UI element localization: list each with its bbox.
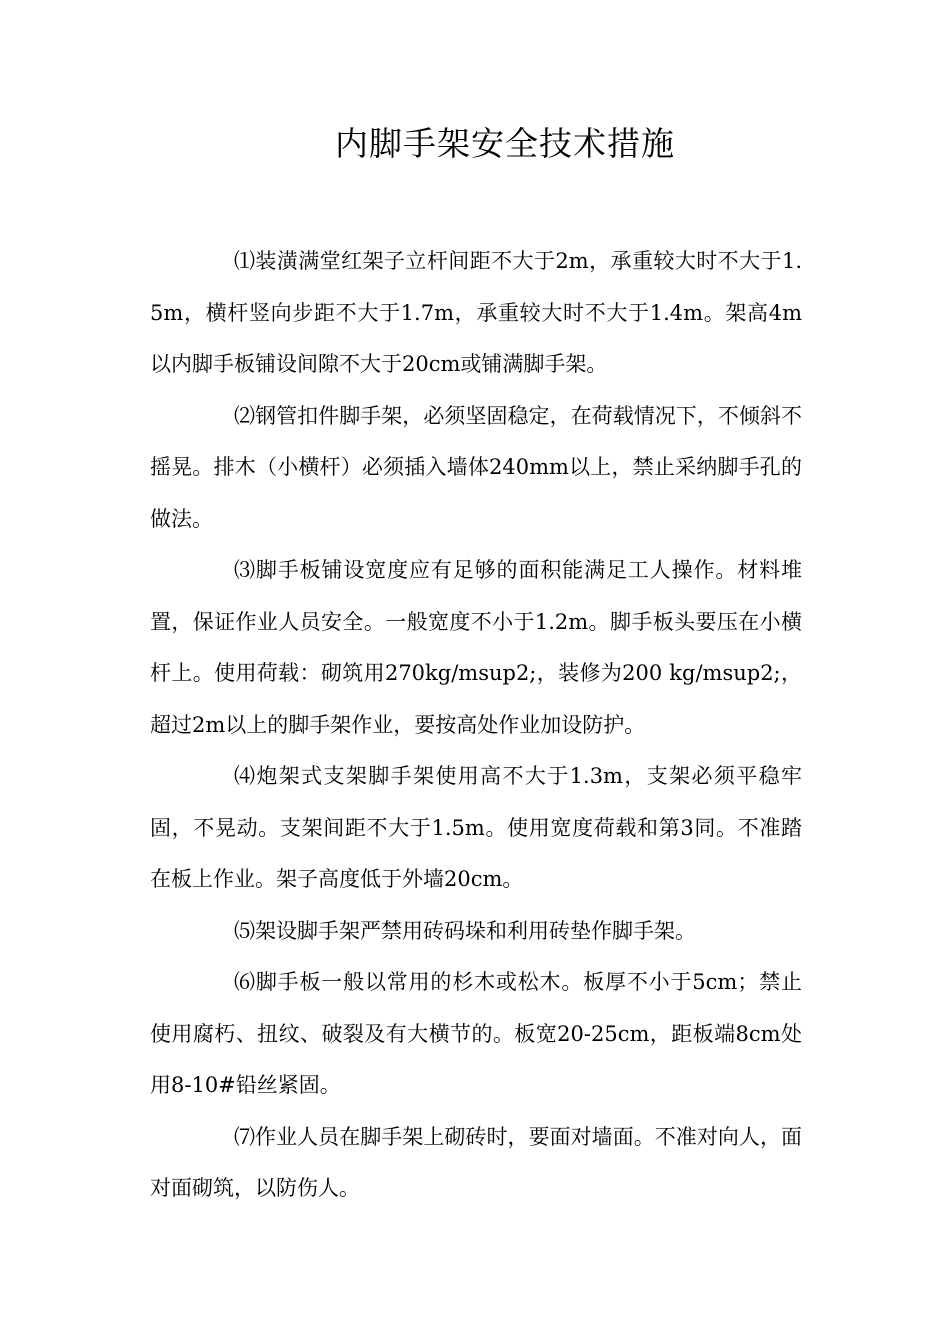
document-body (150, 236, 802, 1215)
paragraph-2: ⑵钢管扣件脚手架，必须坚固稳定，在荷载情况下，不倾斜不摇晃。排木（小横杆）必须插入墙体240mm以上，禁止采纳脚手孔的做法。 (150, 403, 802, 531)
paragraph-4: ⑷炮架式支架脚手架使用高不大于1.3m，支架必须平稳牢固，不晃动。支架间距不大于1.5m。使用宽度荷载和第3同。不准踏在板上作业。架子高度低于外墙20cm。 (150, 764, 802, 891)
paragraph-5: ⑸架设脚手架严禁用砖码垛和利用砖垫作脚手架。 (234, 918, 696, 943)
paragraph-7: ⑺作业人员在脚手架上砌砖时，要面对墙面。不准对向人，面对面砌筑，以防伤人。 (150, 1124, 802, 1200)
document-title: 内脚手架安全技术措施 (335, 124, 675, 163)
paragraph-6: ⑹脚手板一般以常用的杉木或松木。板厚不小于5cm；禁止使用腐朽、扭纹、破裂及有大横节的。板宽20-25cm，距板端8cm处用8-10#铅丝紧固。 (150, 970, 802, 1097)
paragraph-3: ⑶脚手板铺设宽度应有足够的面积能满足工人操作。材料堆置，保证作业人员安全。一般宽度不小于1.2m。脚手板头要压在小横杆上。使用荷载：砌筑用270kg/msup2;，装修为200 kg/msup2;，超过2m以上的脚手架作业，要按高处作业加设防护。 (150, 558, 802, 737)
paragraph-1: ⑴装潢满堂红架子立杆间距不大于2m，承重较大时不大于1.5m，横杆竖向步距不大于1.7m，承重较大时不大于1.4m。架高4m以内脚手板铺设间隙不大于20cm或铺满脚手架。 (150, 249, 802, 376)
